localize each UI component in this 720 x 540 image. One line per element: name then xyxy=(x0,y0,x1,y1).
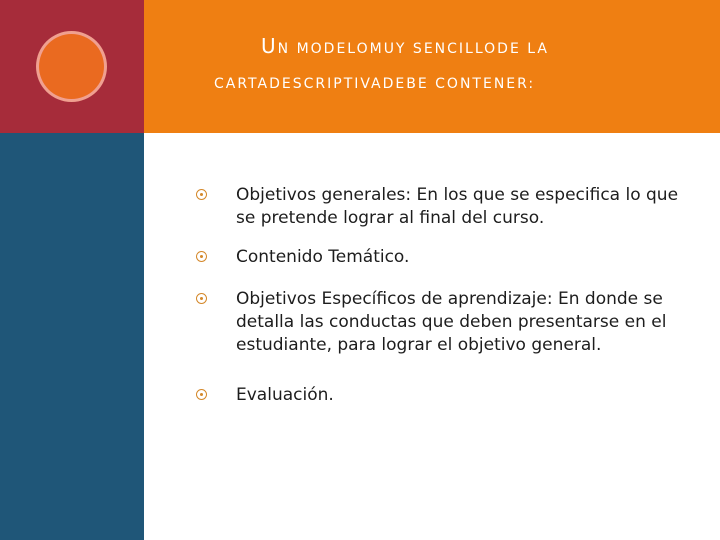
bullet-icon xyxy=(196,189,207,200)
title-line-1-text: N MODELOMUY SENCILLODE LA xyxy=(277,41,549,57)
bullet-icon xyxy=(196,389,207,400)
bullet-icon xyxy=(196,251,207,262)
title-initial: U xyxy=(261,34,278,58)
title-line-2: CARTADESCRIPTIVADEBE CONTENER: xyxy=(214,76,536,92)
bullet-text: Objetivos Específicos de aprendizaje: En donde se detalla las conductas que deben presentarse en el estudiante, para lograr el objetivo general. xyxy=(236,289,667,355)
bullet-item xyxy=(196,288,696,384)
slide-title xyxy=(144,0,720,133)
title-line-1 xyxy=(261,34,549,58)
bullet-item xyxy=(196,384,696,407)
bullet-item xyxy=(196,246,696,288)
decorative-circle xyxy=(39,34,104,99)
bullet-item xyxy=(196,184,696,246)
bullet-text: Objetivos generales: En los que se especifica lo que se pretende lograr al final del curso. xyxy=(236,185,679,228)
bullet-icon xyxy=(196,293,207,304)
bullet-text: Evaluación. xyxy=(236,385,334,405)
bullet-list xyxy=(196,184,696,407)
left-sidebar-band xyxy=(0,133,144,540)
bullet-text: Contenido Temático. xyxy=(236,247,410,267)
